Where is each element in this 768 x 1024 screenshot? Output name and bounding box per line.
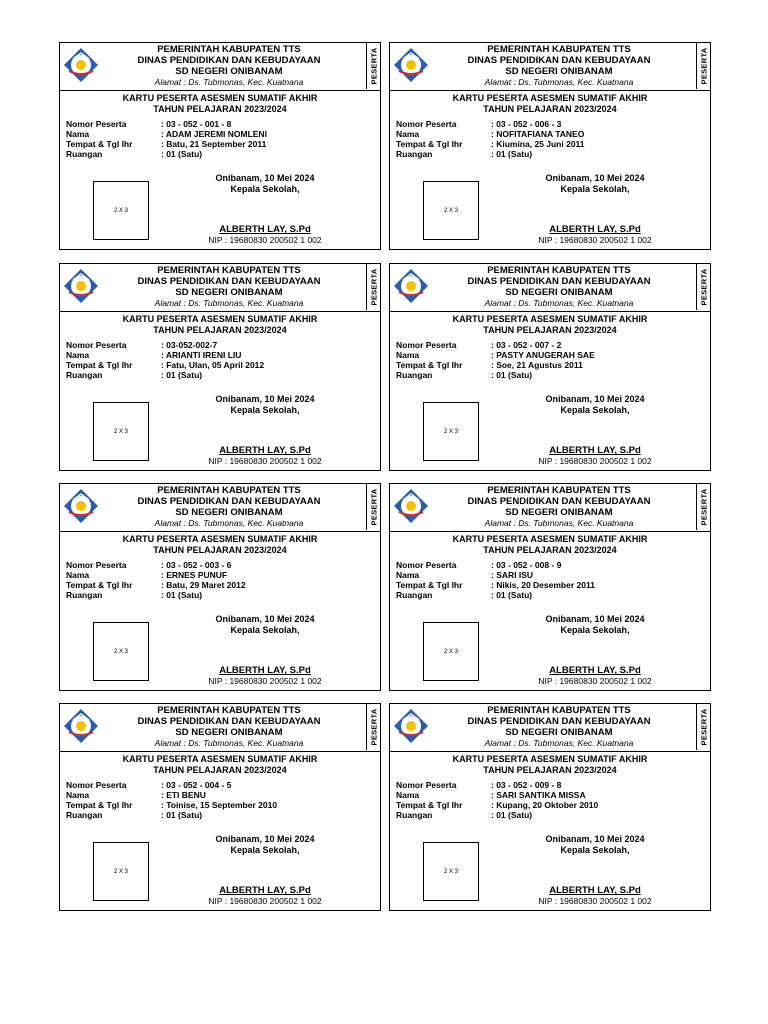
peserta-side-label — [696, 264, 710, 310]
signature-block — [190, 173, 340, 245]
field-value: : ETI BENU — [161, 790, 206, 800]
field-nomor — [66, 340, 376, 350]
place-date: Onibanam, 10 Mei 2024 — [215, 834, 315, 844]
peserta-text: PESERTA — [699, 47, 708, 85]
place-date: Onibanam, 10 Mei 2024 — [545, 834, 645, 844]
photo-placeholder — [423, 622, 479, 681]
participant-fields — [66, 560, 376, 600]
participant-fields — [396, 119, 706, 159]
signature-block — [520, 614, 670, 686]
field-label: Ruangan — [66, 810, 103, 820]
participant-card-5 — [59, 483, 381, 691]
field-value: : Kupang, 20 Oktober 2010 — [491, 800, 599, 810]
signer-position: Kepala Sekolah, — [230, 625, 300, 635]
photo-placeholder — [423, 842, 479, 901]
gov-name: PEMERINTAH KABUPATEN TTS — [487, 265, 631, 276]
dinas-name: DINAS PENDIDIKAN DAN KEBUDAYAAN — [467, 276, 651, 287]
field-label: Ruangan — [66, 370, 103, 380]
field-ttl — [396, 139, 706, 149]
field-label: Tempat & Tgl lhr — [396, 800, 463, 810]
field-label: Tempat & Tgl lhr — [396, 580, 463, 590]
field-value: : Fatu, Ulan, 05 April 2012 — [161, 360, 265, 370]
card-title — [390, 754, 710, 776]
field-ttl — [66, 580, 376, 590]
field-label: Nama — [396, 790, 420, 800]
tut-wuri-handayani-logo-icon — [63, 47, 99, 83]
field-value: : NOFITAFIANA TANEO — [491, 129, 585, 139]
field-ruangan — [396, 370, 706, 380]
card-header — [60, 43, 380, 91]
field-ruangan — [66, 590, 376, 600]
field-label: Ruangan — [396, 149, 433, 159]
photo-placeholder — [93, 622, 149, 681]
signature-block — [520, 834, 670, 906]
participant-card-8 — [389, 703, 711, 911]
field-ttl — [66, 360, 376, 370]
field-nama — [66, 790, 376, 800]
card-title-line2: TAHUN PELAJARAN 2023/2024 — [153, 104, 287, 114]
field-nama — [66, 350, 376, 360]
field-nama — [396, 790, 706, 800]
signer-name: ALBERTH LAY, S.Pd — [549, 885, 641, 896]
gov-name: PEMERINTAH KABUPATEN TTS — [157, 44, 301, 55]
field-ruangan — [396, 590, 706, 600]
peserta-text: PESERTA — [369, 488, 378, 526]
photo-placeholder — [93, 181, 149, 240]
participant-fields — [66, 340, 376, 380]
field-nama — [396, 129, 706, 139]
field-nomor — [396, 560, 706, 570]
participant-card-6 — [389, 483, 711, 691]
photo-size-label: 2 X 3 — [443, 648, 458, 655]
field-label: Nama — [396, 350, 420, 360]
place-date: Onibanam, 10 Mei 2024 — [215, 173, 315, 183]
field-value: : ERNES PUNUF — [161, 570, 228, 580]
participant-fields — [66, 119, 376, 159]
participant-fields — [396, 560, 706, 600]
field-label: Tempat & Tgl lhr — [66, 580, 133, 590]
field-nomor — [396, 780, 706, 790]
field-label: Nama — [66, 129, 90, 139]
signer-nip: NIP : 19680830 200502 1 002 — [538, 676, 652, 686]
tut-wuri-handayani-logo-icon — [393, 268, 429, 304]
field-label: Nama — [396, 129, 420, 139]
school-name: SD NEGERI ONIBANAM — [505, 507, 613, 518]
field-value: : 01 (Satu) — [491, 149, 533, 159]
header-text — [430, 485, 688, 529]
field-label: Tempat & Tgl lhr — [66, 360, 133, 370]
tut-wuri-handayani-logo-icon — [63, 268, 99, 304]
field-value: : 03 - 052 - 007 - 2 — [491, 340, 562, 350]
school-address: Alamat : Ds. Tubmonas, Kec. Kuatnana — [484, 298, 634, 308]
card-title-line2: TAHUN PELAJARAN 2023/2024 — [153, 325, 287, 335]
field-value: : 01 (Satu) — [161, 370, 203, 380]
photo-placeholder — [423, 181, 479, 240]
field-nomor — [66, 119, 376, 129]
field-value: : 03 - 052 - 009 - 8 — [491, 780, 562, 790]
signer-nip: NIP : 19680830 200502 1 002 — [538, 896, 652, 906]
gov-name: PEMERINTAH KABUPATEN TTS — [157, 485, 301, 496]
signer-name: ALBERTH LAY, S.Pd — [219, 665, 311, 676]
peserta-text: PESERTA — [369, 268, 378, 306]
participant-card-7 — [59, 703, 381, 911]
card-header — [390, 484, 710, 532]
field-ttl — [66, 800, 376, 810]
photo-size-label: 2 X 3 — [113, 428, 128, 435]
field-label: Nomor Peserta — [66, 340, 127, 350]
field-value: : 01 (Satu) — [491, 370, 533, 380]
card-header — [60, 484, 380, 532]
dinas-name: DINAS PENDIDIKAN DAN KEBUDAYAAN — [467, 55, 651, 66]
card-title-line1: KARTU PESERTA ASESMEN SUMATIF AKHIR — [452, 314, 648, 324]
participant-card-1 — [59, 42, 381, 250]
card-title — [60, 534, 380, 556]
card-title-line1: KARTU PESERTA ASESMEN SUMATIF AKHIR — [452, 93, 648, 103]
participant-fields — [66, 780, 376, 820]
signer-nip: NIP : 19680830 200502 1 002 — [208, 896, 322, 906]
field-nama — [396, 570, 706, 580]
card-title-line1: KARTU PESERTA ASESMEN SUMATIF AKHIR — [452, 754, 648, 764]
card-title-line2: TAHUN PELAJARAN 2023/2024 — [153, 545, 287, 555]
header-text — [100, 44, 358, 88]
photo-size-label: 2 X 3 — [443, 207, 458, 214]
field-label: Ruangan — [396, 590, 433, 600]
card-title-line2: TAHUN PELAJARAN 2023/2024 — [483, 104, 617, 114]
field-value: : Kiumina, 25 Juni 2011 — [491, 139, 585, 149]
card-header — [60, 264, 380, 312]
card-title — [390, 93, 710, 115]
field-ruangan — [66, 810, 376, 820]
signer-position: Kepala Sekolah, — [230, 405, 300, 415]
school-name: SD NEGERI ONIBANAM — [175, 507, 283, 518]
field-nama — [396, 350, 706, 360]
school-address: Alamat : Ds. Tubmonas, Kec. Kuatnana — [484, 518, 634, 528]
signer-position: Kepala Sekolah, — [560, 405, 630, 415]
field-value: : 01 (Satu) — [491, 590, 533, 600]
school-address: Alamat : Ds. Tubmonas, Kec. Kuatnana — [154, 77, 304, 87]
signature-block — [190, 394, 340, 466]
photo-placeholder — [93, 402, 149, 461]
field-nomor — [396, 119, 706, 129]
signature-block — [190, 834, 340, 906]
signer-nip: NIP : 19680830 200502 1 002 — [208, 676, 322, 686]
card-title — [390, 314, 710, 336]
field-nomor — [396, 340, 706, 350]
photo-size-label: 2 X 3 — [113, 207, 128, 214]
peserta-side-label — [366, 264, 380, 310]
participant-fields — [396, 340, 706, 380]
peserta-text: PESERTA — [699, 488, 708, 526]
school-name: SD NEGERI ONIBANAM — [505, 66, 613, 77]
signer-name: ALBERTH LAY, S.Pd — [549, 445, 641, 456]
participant-fields — [396, 780, 706, 820]
peserta-text: PESERTA — [369, 47, 378, 85]
field-label: Nomor Peserta — [396, 560, 457, 570]
gov-name: PEMERINTAH KABUPATEN TTS — [157, 265, 301, 276]
field-value: : Nikis, 20 Desember 2011 — [491, 580, 595, 590]
card-title-line1: KARTU PESERTA ASESMEN SUMATIF AKHIR — [122, 534, 318, 544]
signer-position: Kepala Sekolah, — [230, 184, 300, 194]
field-value: : 01 (Satu) — [161, 810, 203, 820]
field-ruangan — [396, 810, 706, 820]
photo-placeholder — [423, 402, 479, 461]
field-value: : Batu, 21 September 2011 — [161, 139, 267, 149]
field-value: : 03 - 052 - 004 - 5 — [161, 780, 232, 790]
photo-size-label: 2 X 3 — [443, 868, 458, 875]
participant-card-2 — [389, 42, 711, 250]
field-ttl — [66, 139, 376, 149]
field-value: : SARI ISU — [491, 570, 534, 580]
signature-block — [520, 173, 670, 245]
photo-size-label: 2 X 3 — [113, 648, 128, 655]
school-address: Alamat : Ds. Tubmonas, Kec. Kuatnana — [484, 738, 634, 748]
gov-name: PEMERINTAH KABUPATEN TTS — [487, 705, 631, 716]
field-nomor — [66, 780, 376, 790]
peserta-side-label — [696, 704, 710, 750]
signer-position: Kepala Sekolah, — [230, 845, 300, 855]
photo-size-label: 2 X 3 — [113, 868, 128, 875]
card-title-line2: TAHUN PELAJARAN 2023/2024 — [483, 545, 617, 555]
dinas-name: DINAS PENDIDIKAN DAN KEBUDAYAAN — [137, 716, 321, 727]
peserta-side-label — [366, 704, 380, 750]
peserta-text: PESERTA — [369, 708, 378, 746]
school-name: SD NEGERI ONIBANAM — [175, 727, 283, 738]
school-name: SD NEGERI ONIBANAM — [175, 66, 283, 77]
signer-position: Kepala Sekolah, — [560, 845, 630, 855]
field-label: Nomor Peserta — [66, 560, 127, 570]
card-title-line2: TAHUN PELAJARAN 2023/2024 — [153, 765, 287, 775]
dinas-name: DINAS PENDIDIKAN DAN KEBUDAYAAN — [467, 496, 651, 507]
card-title-line2: TAHUN PELAJARAN 2023/2024 — [483, 325, 617, 335]
card-title-line1: KARTU PESERTA ASESMEN SUMATIF AKHIR — [122, 93, 318, 103]
field-nama — [66, 129, 376, 139]
field-ruangan — [66, 370, 376, 380]
signature-block — [520, 394, 670, 466]
place-date: Onibanam, 10 Mei 2024 — [215, 614, 315, 624]
card-header — [390, 264, 710, 312]
field-label: Tempat & Tgl lhr — [66, 800, 133, 810]
dinas-name: DINAS PENDIDIKAN DAN KEBUDAYAAN — [137, 496, 321, 507]
field-value: : Soe, 21 Agustus 2011 — [491, 360, 583, 370]
field-label: Nomor Peserta — [396, 340, 457, 350]
field-value: : 03 - 052 - 008 - 9 — [491, 560, 562, 570]
place-date: Onibanam, 10 Mei 2024 — [215, 394, 315, 404]
school-address: Alamat : Ds. Tubmonas, Kec. Kuatnana — [484, 77, 634, 87]
field-label: Tempat & Tgl lhr — [66, 139, 133, 149]
field-label: Tempat & Tgl lhr — [396, 360, 463, 370]
field-value: : 03 - 052 - 003 - 6 — [161, 560, 232, 570]
field-label: Nomor Peserta — [66, 780, 127, 790]
field-ruangan — [66, 149, 376, 159]
field-label: Ruangan — [66, 590, 103, 600]
signer-position: Kepala Sekolah, — [560, 625, 630, 635]
signer-nip: NIP : 19680830 200502 1 002 — [208, 235, 322, 245]
peserta-text: PESERTA — [699, 268, 708, 306]
field-value: : SARI SANTIKA MISSA — [491, 790, 586, 800]
photo-placeholder — [93, 842, 149, 901]
signer-name: ALBERTH LAY, S.Pd — [219, 885, 311, 896]
field-ttl — [396, 800, 706, 810]
field-value: : 01 (Satu) — [161, 590, 203, 600]
field-label: Ruangan — [396, 370, 433, 380]
dinas-name: DINAS PENDIDIKAN DAN KEBUDAYAAN — [467, 716, 651, 727]
field-value: : 01 (Satu) — [161, 149, 203, 159]
card-header — [60, 704, 380, 752]
field-label: Ruangan — [396, 810, 433, 820]
school-address: Alamat : Ds. Tubmonas, Kec. Kuatnana — [154, 738, 304, 748]
peserta-side-label — [366, 484, 380, 530]
field-value: : 03 - 052 - 006 - 3 — [491, 119, 562, 129]
field-value: : PASTY ANUGERAH SAE — [491, 350, 595, 360]
field-value: : 03 - 052 - 001 - 8 — [161, 119, 232, 129]
gov-name: PEMERINTAH KABUPATEN TTS — [157, 705, 301, 716]
card-title-line1: KARTU PESERTA ASESMEN SUMATIF AKHIR — [122, 314, 318, 324]
school-name: SD NEGERI ONIBANAM — [505, 727, 613, 738]
photo-size-label: 2 X 3 — [443, 428, 458, 435]
card-title-line1: KARTU PESERTA ASESMEN SUMATIF AKHIR — [452, 534, 648, 544]
field-label: Nama — [396, 570, 420, 580]
card-header — [390, 704, 710, 752]
school-address: Alamat : Ds. Tubmonas, Kec. Kuatnana — [154, 518, 304, 528]
header-text — [100, 485, 358, 529]
place-date: Onibanam, 10 Mei 2024 — [545, 173, 645, 183]
dinas-name: DINAS PENDIDIKAN DAN KEBUDAYAAN — [137, 276, 321, 287]
school-name: SD NEGERI ONIBANAM — [175, 287, 283, 298]
participant-card-3 — [59, 263, 381, 471]
tut-wuri-handayani-logo-icon — [393, 488, 429, 524]
field-value: : 01 (Satu) — [491, 810, 533, 820]
signer-nip: NIP : 19680830 200502 1 002 — [538, 456, 652, 466]
gov-name: PEMERINTAH KABUPATEN TTS — [487, 44, 631, 55]
header-text — [430, 44, 688, 88]
tut-wuri-handayani-logo-icon — [393, 47, 429, 83]
field-label: Nomor Peserta — [396, 119, 457, 129]
header-text — [430, 265, 688, 309]
field-label: Nomor Peserta — [396, 780, 457, 790]
card-title — [390, 534, 710, 556]
signer-name: ALBERTH LAY, S.Pd — [549, 224, 641, 235]
field-label: Ruangan — [66, 149, 103, 159]
field-value: : ADAM JEREMI NOMLENI — [161, 129, 267, 139]
card-title — [60, 314, 380, 336]
peserta-side-label — [366, 43, 380, 89]
field-label: Nama — [66, 350, 90, 360]
tut-wuri-handayani-logo-icon — [63, 488, 99, 524]
place-date: Onibanam, 10 Mei 2024 — [545, 614, 645, 624]
peserta-side-label — [696, 43, 710, 89]
header-text — [100, 705, 358, 749]
signer-nip: NIP : 19680830 200502 1 002 — [538, 235, 652, 245]
school-name: SD NEGERI ONIBANAM — [505, 287, 613, 298]
field-label: Tempat & Tgl lhr — [396, 139, 463, 149]
header-text — [430, 705, 688, 749]
peserta-text: PESERTA — [699, 708, 708, 746]
field-ruangan — [396, 149, 706, 159]
place-date: Onibanam, 10 Mei 2024 — [545, 394, 645, 404]
signer-name: ALBERTH LAY, S.Pd — [549, 665, 641, 676]
signer-nip: NIP : 19680830 200502 1 002 — [208, 456, 322, 466]
card-title-line1: KARTU PESERTA ASESMEN SUMATIF AKHIR — [122, 754, 318, 764]
card-title — [60, 93, 380, 115]
card-title-line2: TAHUN PELAJARAN 2023/2024 — [483, 765, 617, 775]
field-value: : Batu, 29 Maret 2012 — [161, 580, 246, 590]
field-label: Nama — [66, 790, 90, 800]
field-label: Nama — [66, 570, 90, 580]
field-value: : ARIANTI IRENI LIU — [161, 350, 242, 360]
school-address: Alamat : Ds. Tubmonas, Kec. Kuatnana — [154, 298, 304, 308]
tut-wuri-handayani-logo-icon — [63, 708, 99, 744]
field-nomor — [66, 560, 376, 570]
peserta-side-label — [696, 484, 710, 530]
field-value: : Toinise, 15 September 2010 — [161, 800, 278, 810]
card-title — [60, 754, 380, 776]
tut-wuri-handayani-logo-icon — [393, 708, 429, 744]
participant-card-4 — [389, 263, 711, 471]
field-ttl — [396, 360, 706, 370]
signature-block — [190, 614, 340, 686]
field-value: : 03-052-002-7 — [161, 340, 218, 350]
field-label: Nomor Peserta — [66, 119, 127, 129]
gov-name: PEMERINTAH KABUPATEN TTS — [487, 485, 631, 496]
signer-name: ALBERTH LAY, S.Pd — [219, 445, 311, 456]
dinas-name: DINAS PENDIDIKAN DAN KEBUDAYAAN — [137, 55, 321, 66]
field-nama — [66, 570, 376, 580]
field-ttl — [396, 580, 706, 590]
header-text — [100, 265, 358, 309]
card-header — [390, 43, 710, 91]
signer-name: ALBERTH LAY, S.Pd — [219, 224, 311, 235]
signer-position: Kepala Sekolah, — [560, 184, 630, 194]
